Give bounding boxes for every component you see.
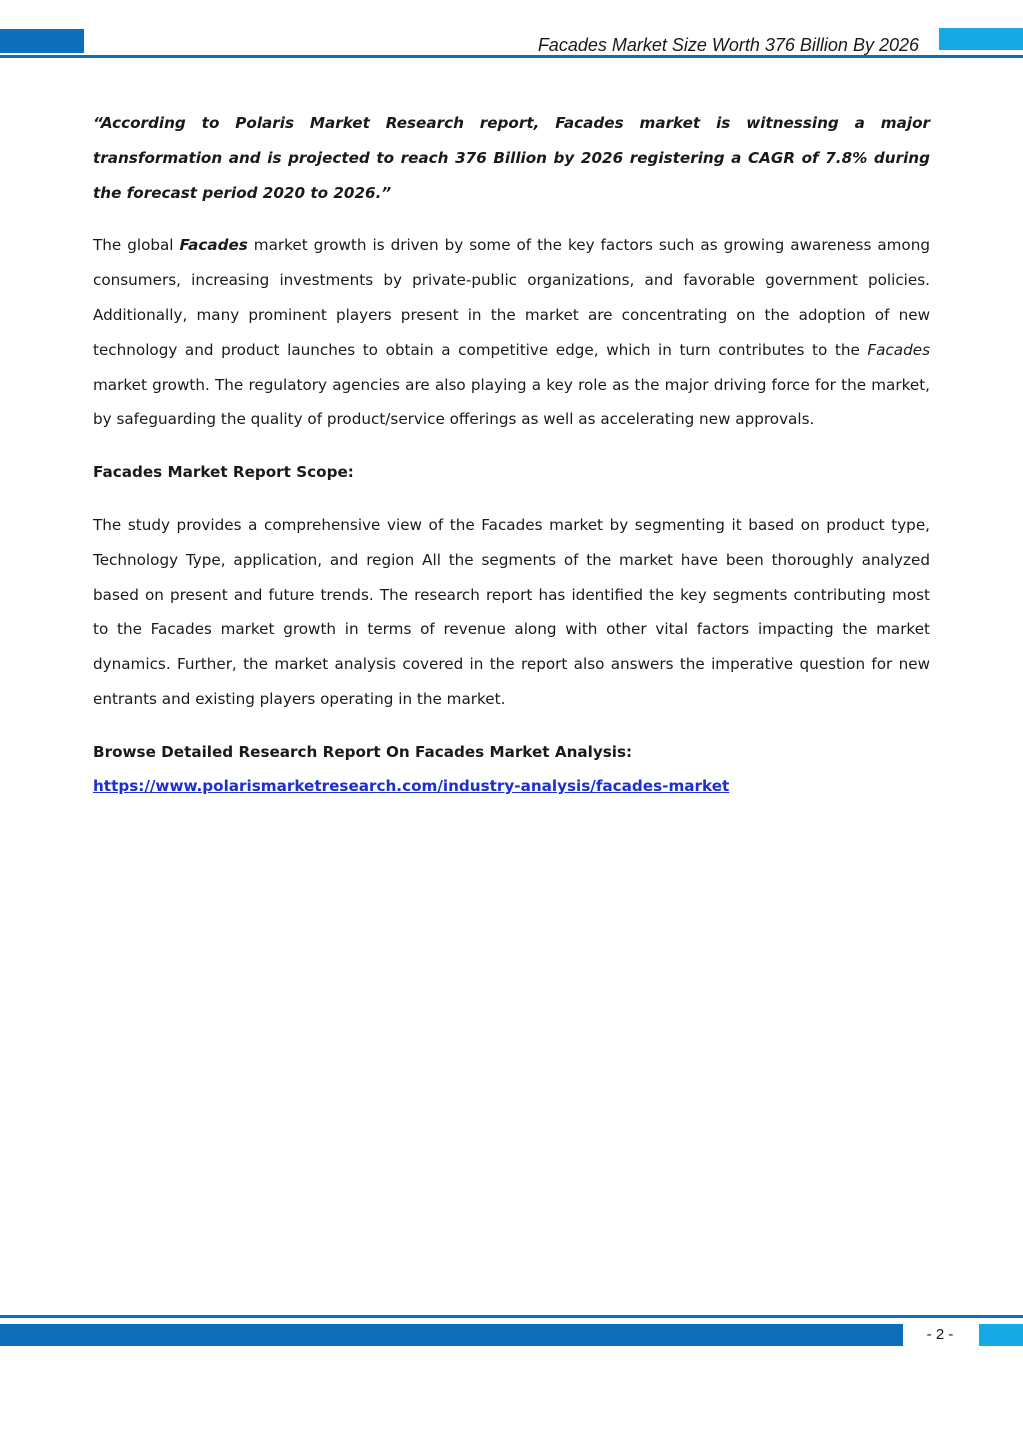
scope-paragraph: The study provides a comprehensive view of the Facades market by segmenting it based on product type, Technology Type, application, and region All the segments of the market have been thoroughly analyzed based on present and future trends. The research report has identified the key segments contributing most to the Facades market growth in terms of revenue along with other vital factors impacting the market dynamics. Further, the market analysis covered in the report also answers the imperative question for new entrants and existing players operating in the market. <box>93 515 930 708</box>
report-quote: “According to Polaris Market Research report, Facades market is witnessing a major transformation and is projected to reach 376 Billion by 2026 registering a CAGR of 7.8% during the forecast period 2020 to 2026.” <box>93 114 930 202</box>
footer-accent-block-right <box>979 1324 1023 1346</box>
page-number: - 2 - <box>926 1326 954 1343</box>
footer-accent-bar <box>0 1324 903 1346</box>
scope-heading: Facades Market Report Scope: <box>93 463 354 482</box>
intro-text-1: The global <box>93 236 180 255</box>
header-rule <box>0 55 1023 58</box>
document-body <box>93 106 930 803</box>
intro-text-2: market growth is driven by some of the key factors such as growing awareness among consumers, increasing investments by private-public organizations, and favorable government policies. Additionally, many prominent players present in the market are concentrating on the adoption of new technology and product launches to obtain a competitive edge, which in turn contributes to the <box>93 236 930 359</box>
intro-paragraph <box>93 228 930 437</box>
report-link[interactable]: https://www.polarismarketresearch.com/industry-analysis/facades-market <box>93 776 730 795</box>
header-accent-block-left <box>0 29 84 53</box>
header-accent-block-right <box>939 28 1023 50</box>
footer-rule <box>0 1315 1023 1318</box>
intro-emphasis-facades: Facades <box>179 236 248 255</box>
intro-emphasis-facades-italic: Facades <box>867 340 930 359</box>
page-header-title: Facades Market Size Worth 376 Billion By 2026 <box>537 35 919 55</box>
browse-heading: Browse Detailed Research Report On Facades Market Analysis: <box>93 742 633 761</box>
intro-text-3: market growth. The regulatory agencies are also playing a key role as the major driving force for the market, by safeguarding the quality of product/service offerings as well as accelerating new approvals. <box>93 375 930 429</box>
